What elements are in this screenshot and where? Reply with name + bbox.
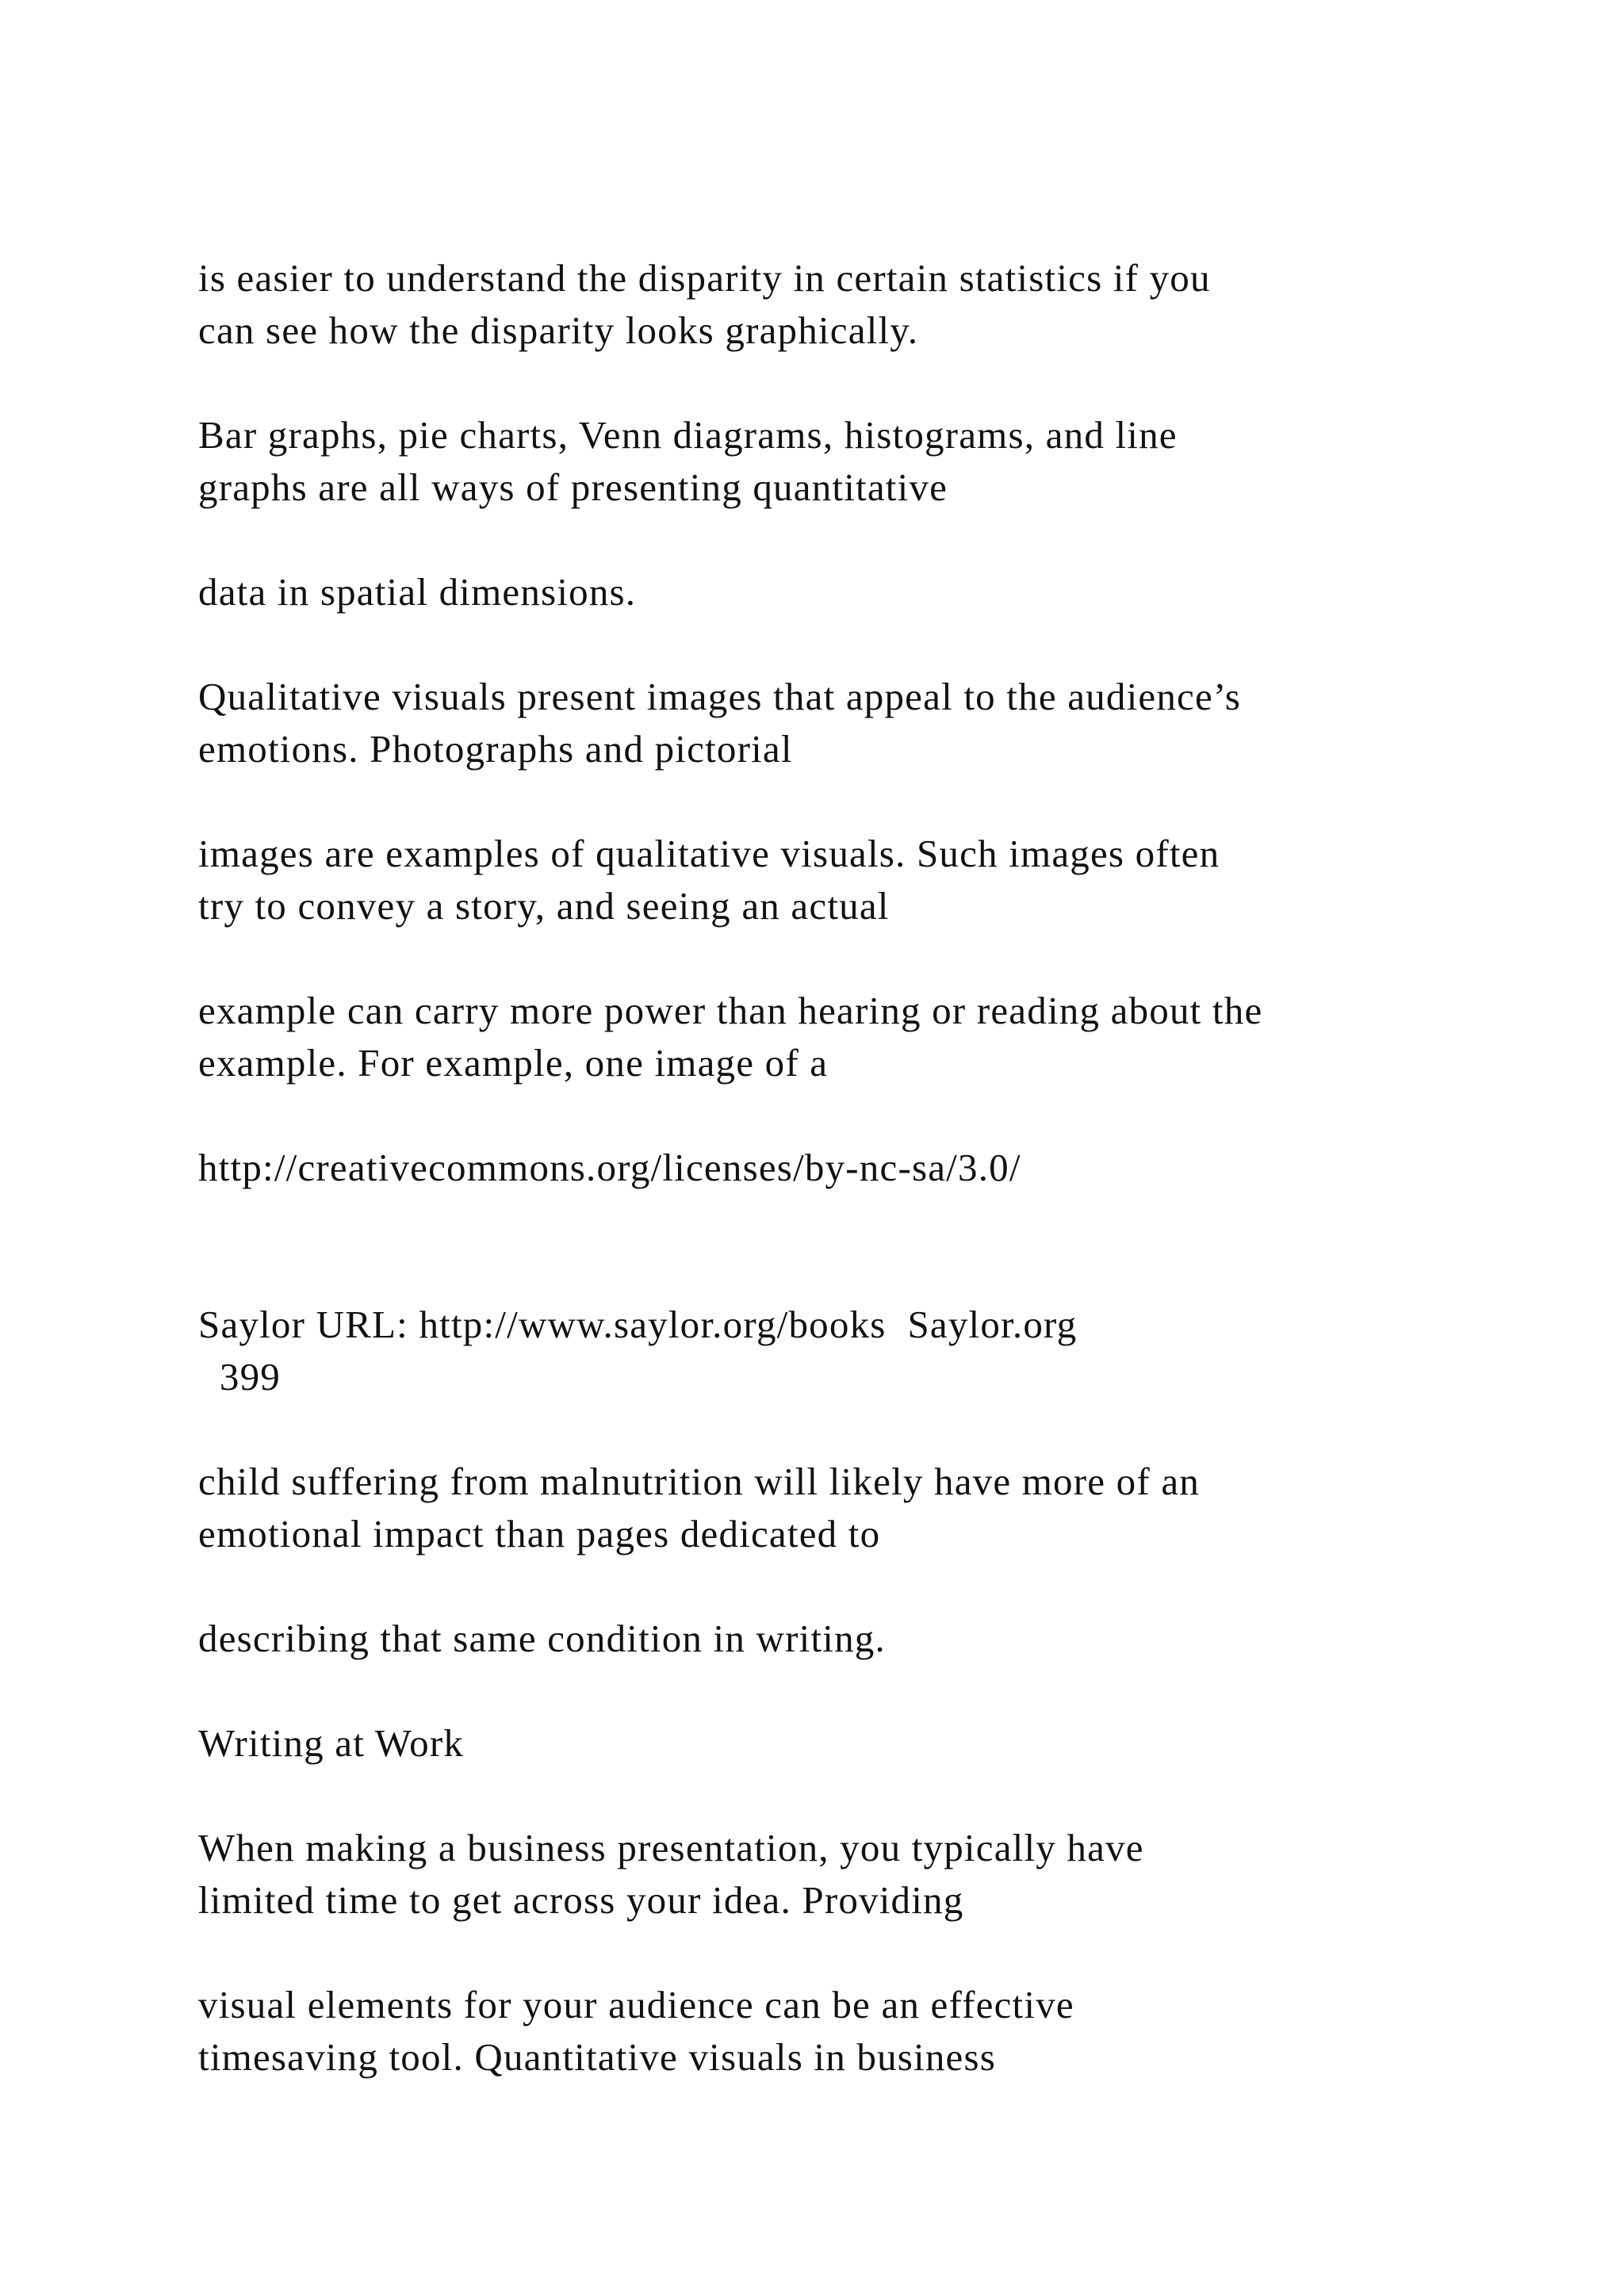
text-line: timesaving tool. Quantitative visuals in business: [198, 2035, 997, 2079]
text-line: graphs are all ways of presenting quantitative: [198, 465, 948, 509]
text-line: Qualitative visuals present images that appeal to the audience’s: [198, 675, 1242, 718]
text-line: emotions. Photographs and pictorial: [198, 727, 793, 771]
text-line: example. For example, one image of a: [198, 1041, 829, 1085]
page-number: 399: [198, 1355, 281, 1399]
text-line: images are examples of qualitative visuals. Such images often: [198, 832, 1220, 875]
text-line: data in spatial dimensions.: [198, 570, 637, 614]
text-line: child suffering from malnutrition will likely have more of an: [198, 1460, 1200, 1503]
text-line: can see how the disparity looks graphically.: [198, 308, 919, 352]
text-line: try to convey a story, and seeing an actual: [198, 884, 890, 928]
text-line: example can carry more power than hearing or reading about the: [198, 989, 1263, 1032]
text-line: visual elements for your audience can be an effective: [198, 1983, 1074, 2026]
text-line: emotional impact than pages dedicated to: [198, 1512, 881, 1556]
page-footer: Saylor URL: http://www.saylor.org/books Saylor.org: [198, 1303, 1078, 1346]
text-line: is easier to understand the disparity in certain statistics if you: [198, 256, 1211, 300]
text-line: describing that same condition in writing.: [198, 1617, 886, 1660]
section-heading: Writing at Work: [198, 1721, 465, 1765]
license-url: http://creativecommons.org/licenses/by-nc-sa/3.0/: [198, 1146, 1021, 1189]
text-line: limited time to get across your idea. Providing: [198, 1878, 964, 1922]
text-line: Bar graphs, pie charts, Venn diagrams, histograms, and line: [198, 413, 1178, 457]
text-line: When making a business presentation, you typically have: [198, 1826, 1144, 1869]
